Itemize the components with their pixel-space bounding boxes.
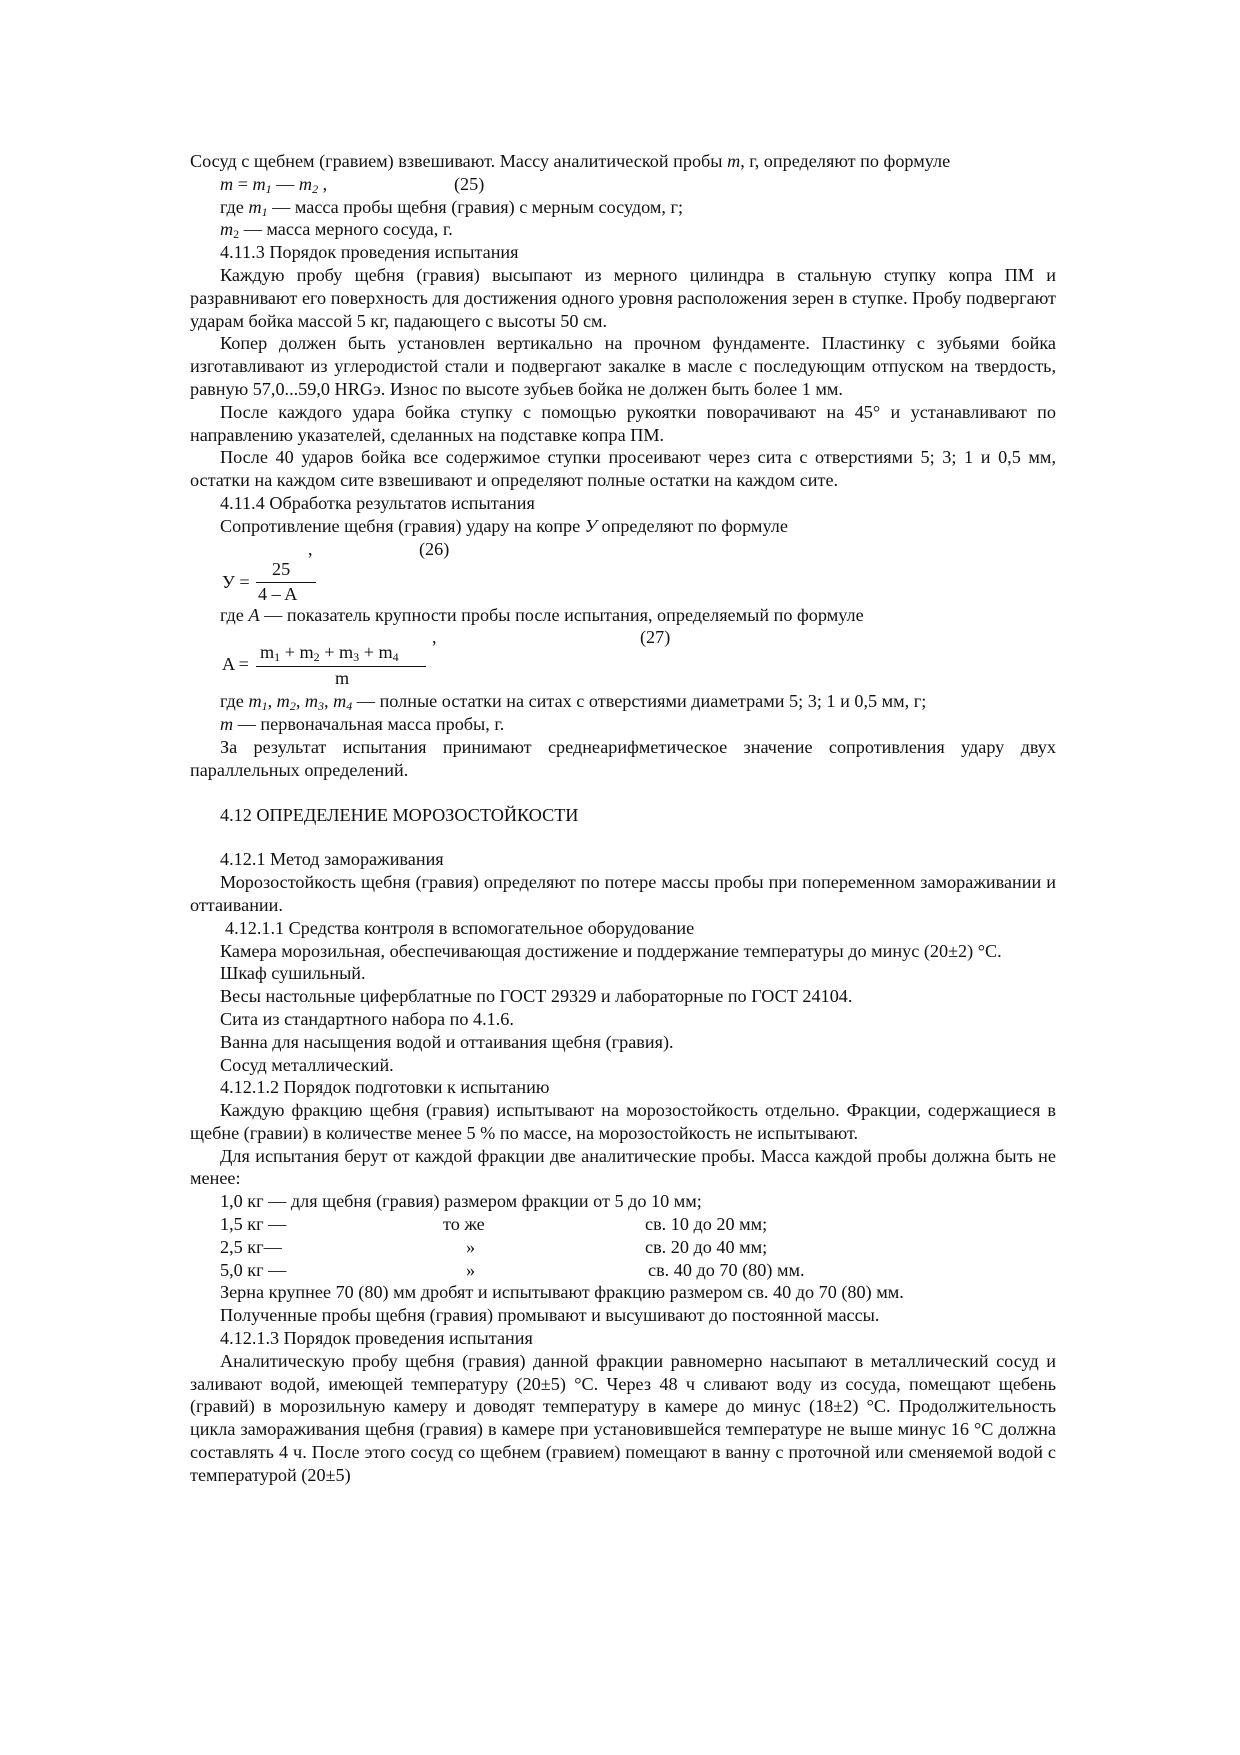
formula-number: (27) [640,627,671,648]
paragraph: Каждую пробу щебня (гравия) высыпают из мерного цилиндра в стальную ступку копра ПМ и разравнивают его поверхность для достижения одного уровня расположения зерен в ступке. Пробу подвергают ударам бойка массой 5 кг, падающего с высоты 50 см. [190,264,1056,331]
subsection-heading: 4.12.1.1 Средства контроля в вспомогательное оборудование [225,917,695,938]
section-heading: 4.12 ОПРЕДЕЛЕНИЕ МОРОЗОСТОЙКОСТИ [220,804,579,825]
paragraph: Камера морозильная, обеспечивающая достижение и поддержание температуры до минус (20±2) °С. [220,940,1002,961]
paragraph: Для испытания берут от каждой фракции две аналитические пробы. Масса каждой пробы должна быть не менее: [190,1145,1056,1189]
mass-row: 1,5 кг — то же св. 10 до 20 мм; [220,1214,768,1235]
paragraph: Шкаф сушильный. [220,963,366,984]
paragraph: Каждую фракцию щебня (гравия) испытывают на морозостойкость отдельно. Фракции, содержащиеся в щебне (гравии) в количестве менее 5 % по массе, на морозостойкость не испытывают. [190,1100,1056,1143]
paragraph: Весы настольные циферблатные по ГОСТ 29329 и лабораторные по ГОСТ 24104. [220,986,853,1007]
formula-25: $m = m_1$ — $m_2$ , (25) [220,173,485,196]
paragraph: 1,0 кг — для щебня (гравия) размером фракции от 5 до 10 мм; [220,1191,702,1212]
paragraph: Сосуд с щебнем (гравием) взвешивают. Массу аналитической пробы m, г, определяют по формуле [190,151,951,171]
mass-row: 2,5 кг— » св. 20 до 40 мм; [220,1236,768,1257]
formula-number: (25) [454,173,485,194]
paragraph: Сосуд металлический. [220,1054,394,1075]
formula-26: , (26) У = 25 4 – A [222,538,450,604]
document-page [190,150,1056,1487]
where-line: $m_2$ — масса мерного сосуда, г. [220,219,453,242]
paragraph: Копер должен быть установлен вертикально на прочном фундаменте. Пластинку с зубьями бойка изготавливают из углеродистой стали и подвергают закалке в масле с последующим отпуском на твердость, равную 57,0...59,0 HRGэ. Износ по высоте зубьев бойка не должен быть более 1 мм. [190,333,1056,399]
formula-number: (26) [419,538,450,559]
paragraph: Аналитическую пробу щебня (гравия) данной фракции равномерно насыпают в металлический сосуд и заливают водой, имеющей температуру (20±5) °С. Через 48 ч сливают воду из сосуда, помещают щебень (гравий) в морозильную камеру и доводят температуру в камере до минус (18±2) °С. Продолжительность цикла замораживания щебня (гравия) в камере при установившейся температуре не выше минус 16 °С должна составлять 4 ч. После этого сосуд со щебнем (гравием) помещают в ванну с проточной или сменяемой водой с температурой (20±5) [190,1350,1056,1485]
subsection-heading: 4.11.4 Обработка результатов испытания [220,492,535,513]
paragraph: После каждого удара бойка ступку с помощью рукоятки поворачивают на 45° и устанавливают по направлению указателей, сделанных на подставке копра ПМ. [190,401,1056,445]
paragraph: Полученные пробы щебня (гравия) промывают и высушивают до постоянной массы. [220,1305,880,1326]
paragraph: где A — показатель крупности пробы после испытания, определяемый по формуле [220,604,864,625]
subsection-heading: 4.12.1.3 Порядок проведения испытания [220,1328,533,1349]
subsection-heading: 4.12.1.2 Порядок подготовки к испытанию [220,1077,550,1098]
subsection-heading: 4.12.1 Метод замораживания [220,849,444,870]
where-line: где $m_1$ — масса пробы щебня (гравия) с мерным сосудом, г; [220,196,684,219]
where-line: m — первоначальная масса пробы, г. [220,714,505,735]
paragraph: Сопротивление щебня (гравия) удару на копре У определяют по формуле [220,515,788,536]
where-line: где $m_1$, $m_2$, $m_3$, $m_4$ — полные остатки на ситах с отверстиями диаметрами 5; 3; 1 и 0,5 мм, г; [220,691,927,714]
formula-27: , (27) A = $m_1 + m_2 + m_3 + m_4$ m [222,627,671,689]
mass-row: 5,0 кг — » св. 40 до 70 (80) мм. [220,1259,805,1280]
paragraph: Сита из стандартного набора по 4.1.6. [220,1008,514,1029]
paragraph: Зерна крупнее 70 (80) мм дробят и испытывают фракцию размером св. 40 до 70 (80) мм. [220,1282,904,1303]
paragraph: После 40 ударов бойка все содержимое ступки просеивают через сита с отверстиями 5; 3; 1 и 0,5 мм, остатки на каждом сите взвешивают и определяют полные остатки на каждом сите. [190,447,1056,491]
subsection-heading: 4.11.3 Порядок проведения испытания [220,242,519,263]
paragraph: Ванна для насыщения водой и оттаивания щебня (гравия). [220,1031,674,1052]
paragraph: Морозостойкость щебня (гравия) определяют по потере массы пробы при попеременном замораживании и оттаивании. [190,872,1056,915]
paragraph: За результат испытания принимают среднеарифметическое значение сопротивления удару двух параллельных определений. [190,736,1056,780]
